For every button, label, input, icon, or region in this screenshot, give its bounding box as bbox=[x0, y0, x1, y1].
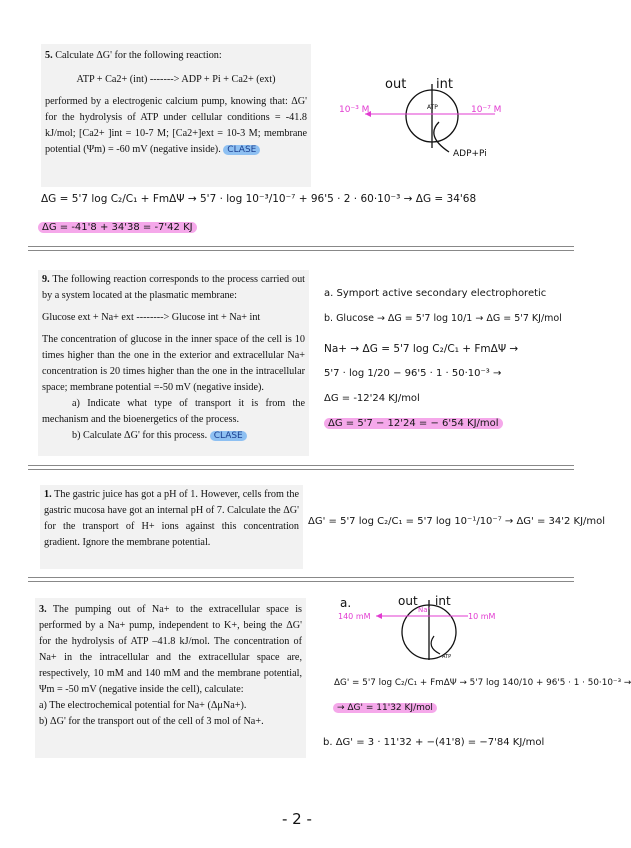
problem-3-work-line-2: → ΔG' = 11'32 KJ/mol bbox=[333, 703, 437, 713]
diagram-out-label: out bbox=[385, 77, 407, 92]
problem-1-box bbox=[40, 485, 303, 569]
product-label: ADP+Pi bbox=[453, 149, 487, 159]
problem-3-work-line-1: ΔG' = 5'7 log C₂/C₁ + FmΔΨ → 5'7 log 140/10 + 96'5 · 1 · 50·10⁻³ → bbox=[334, 678, 631, 688]
divider bbox=[28, 250, 574, 251]
problem-3-answer-b: b. ΔG' = 3 · 11'32 + −(41'8) = −7'84 KJ/mol bbox=[323, 737, 545, 748]
problem-9-part-a: a) Indicate what type of transport it is from the mechanism and the bioenergetics of the process. bbox=[42, 398, 305, 425]
right-concentration: 10⁻⁷ M bbox=[471, 105, 502, 115]
arrow-head bbox=[376, 613, 382, 619]
product-label: ATP bbox=[442, 654, 452, 660]
problem-9-total: ΔG = 5'7 − 12'24 = − 6'54 KJ/mol bbox=[324, 418, 503, 429]
clase-tag: CLASE bbox=[210, 431, 247, 441]
divider bbox=[28, 246, 574, 247]
divider bbox=[28, 577, 574, 578]
problem-9-box bbox=[38, 270, 309, 456]
problem-9-sodium: Na+ → ΔG = 5'7 log C₂/C₁ + FmΔΨ → bbox=[324, 343, 519, 355]
divider bbox=[28, 465, 574, 466]
right-concentration: 10 mM bbox=[468, 612, 496, 621]
problem-5-heading: 5. Calculate ΔG' for the following reaction: bbox=[45, 50, 222, 61]
problem-9-answer-a: a. Symport active secondary electrophoretic bbox=[324, 288, 547, 299]
diagram-int-label: int bbox=[436, 77, 453, 92]
problem-5-box bbox=[41, 44, 311, 187]
problem-5-equation: ATP + Ca2+ (int) -------> ADP + Pi + Ca2+ (ext) bbox=[76, 74, 276, 85]
problem-1-answer: ΔG' = 5'7 log C₂/C₁ = 5'7 log 10⁻¹/10⁻⁷ → ΔG' = 34'2 KJ/mol bbox=[308, 516, 606, 527]
problem-3-body: 3. The pumping out of Na+ to the extracellular space is performed by a Na+ pump, independent to K+, being the ΔG' for the hydrolysis of ATP –41.8 kJ/mol. The concentration of Na+ in the intracellular and the extracellular space are, respectively, 10 mM and 140 mM and the membrane potential, Ψm = -50 mV (negative inside the cell), calculate: bbox=[39, 604, 302, 695]
problem-1-body: 1. The gastric juice has got a pH of 1. However, cells from the gastric mucosa have got an internal pH of 7. Calculate the ΔG' for the transport of H+ ions against this concentration gradient. Ignore the membrane potential. bbox=[44, 489, 299, 548]
problem-9-answer-b: b. Glucose → ΔG = 5'7 log 10/1 → ΔG = 5'7 KJ/mol bbox=[324, 313, 562, 324]
left-concentration: 10⁻³ M bbox=[339, 105, 370, 115]
diagram-int-label: int bbox=[435, 594, 451, 608]
problem-3-box bbox=[35, 598, 306, 758]
problem-5-work-line-1: ΔG = 5'7 log C₂/C₁ + FmΔΨ → 5'7 · log 10⁻³/10⁻⁷ + 96'5 · 2 · 60·10⁻³ → ΔG = 34'68 bbox=[41, 193, 477, 205]
problem-9-part-b: b) Calculate ΔG' for this process. CLASE bbox=[42, 428, 305, 444]
problem-9-intro: 9. The following reaction corresponds to the process carried out by a system located at the plasmatic membrane: bbox=[42, 274, 305, 301]
hydrolysis-arrow bbox=[431, 636, 440, 654]
problem-5-body: performed by a electrogenic calcium pump, knowing that: ΔG' for the hydrolysis of ATP under cellular conditions = -41.8 kJ/mol; [Ca2+ ]int = 10-7 M; [Ca2+]ext = 10-3 M; membrane potential (Ψm) = -60 mV (negative inside). CLASE bbox=[45, 96, 307, 155]
problem-9-sodium-2: 5'7 · log 1/20 − 96'5 · 1 · 50·10⁻³ → bbox=[324, 368, 502, 379]
page-number: - 2 - bbox=[282, 810, 312, 828]
problem-9-equation: Glucose ext + Na+ ext --------> Glucose int + Na+ int bbox=[42, 312, 261, 323]
problem-5-work-line-2: ΔG = -41'8 + 34'38 = -7'42 KJ bbox=[38, 222, 197, 233]
left-concentration: 140 mM bbox=[338, 612, 371, 621]
problem-3-part-b: b) ΔG' for the transport out of the cell of 3 mol of Na+. bbox=[39, 716, 264, 727]
diagram-out-label: out bbox=[398, 594, 418, 608]
diagram-label: a. bbox=[340, 596, 352, 610]
ion-label: Na⁺ bbox=[418, 606, 432, 614]
problem-9-body: The concentration of glucose in the inner space of the cell is 10 times higher than the one in the exterior and extracellular Na+ concentration is 20 times higher than the one in the intracellular space; membrane potential =-50 mV (negative inside). bbox=[42, 334, 305, 393]
membrane-diagram-5 bbox=[335, 74, 515, 174]
problem-9-sodium-3: ΔG = -12'24 KJ/mol bbox=[324, 393, 420, 404]
divider bbox=[28, 581, 574, 582]
atp-label: ATP bbox=[427, 104, 438, 111]
divider bbox=[28, 469, 574, 470]
clase-tag: CLASE bbox=[223, 145, 260, 155]
problem-3-part-a: a) The electrochemical potential for Na+ (ΔμNa+). bbox=[39, 700, 247, 711]
membrane-diagram-3 bbox=[338, 592, 508, 664]
